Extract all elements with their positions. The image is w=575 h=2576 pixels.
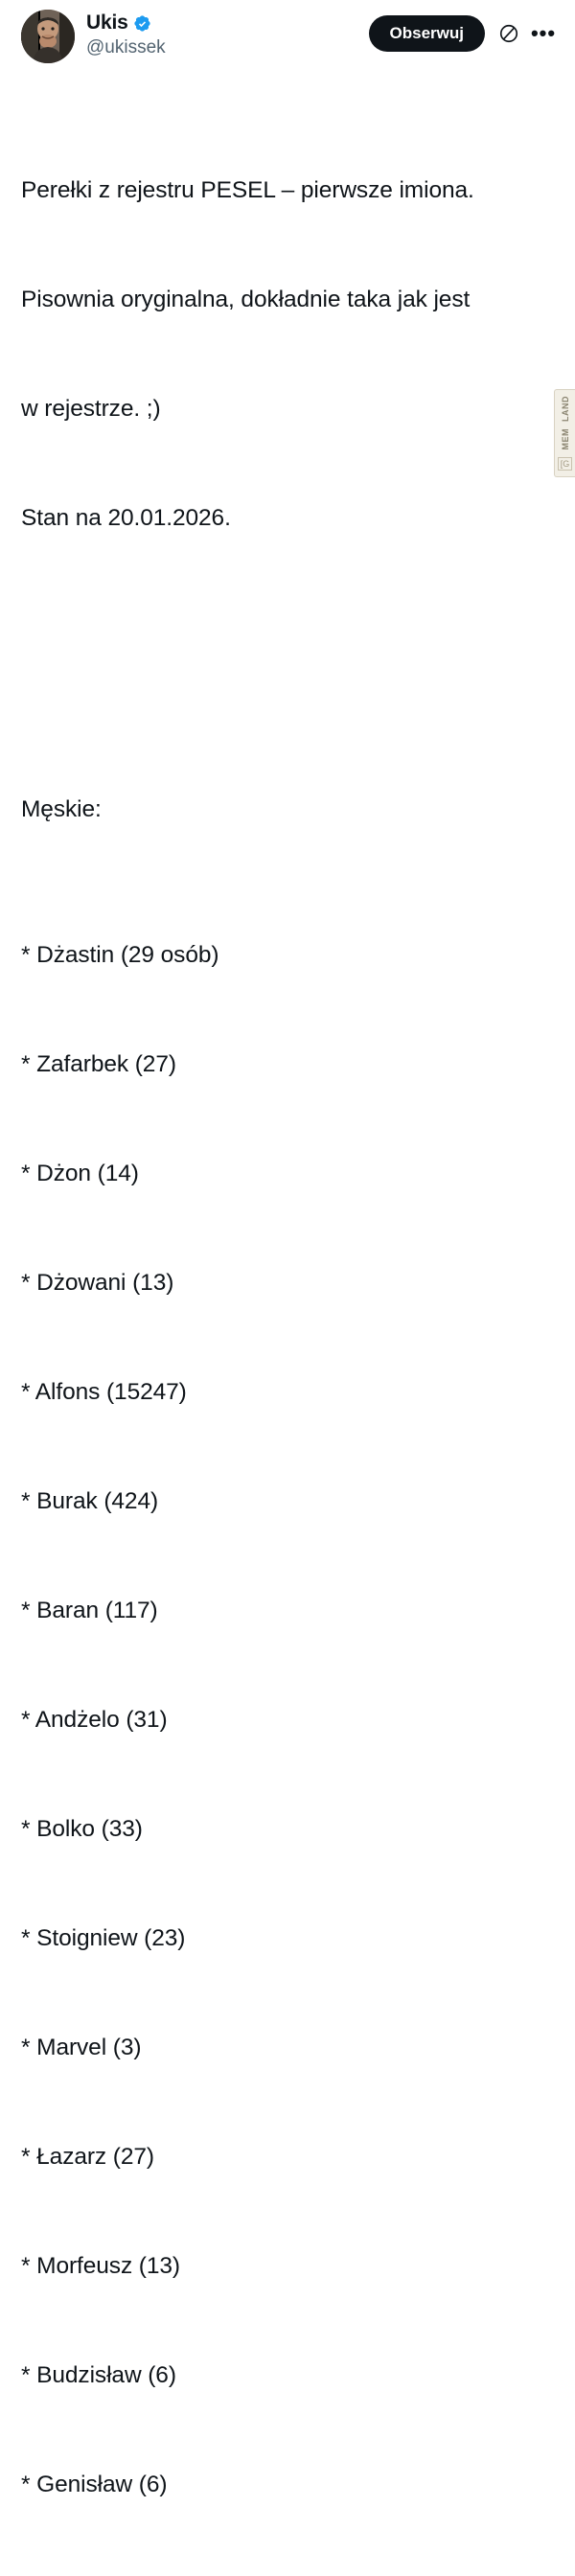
list-item: * Burak (424) [21,1488,159,1514]
avatar-image [21,10,75,63]
follow-button[interactable]: Obserwuj [369,15,485,52]
more-options-icon[interactable]: ••• [530,21,557,45]
list-item: * Marvel (3) [21,2035,142,2060]
slashed-circle-icon[interactable] [498,23,519,44]
section-title: Męskie: [21,796,102,822]
list-item: * Dżastin (29 osób) [21,942,219,968]
account-handle[interactable]: @ukissek [86,37,166,58]
tweet-body [21,100,554,2576]
account-names [86,10,166,59]
list-item: * Łazarz (27) [21,2144,154,2170]
watermark-tab [554,389,575,477]
list-item: * Dżowani (13) [21,1270,174,1296]
tweet-line: Perełki z rejestru PESEL – pierwsze imiona. [21,177,474,203]
blank-line [21,646,554,682]
list-item: * Genisław (6) [21,2472,168,2497]
watermark-mem: MEM [560,428,570,450]
tweet-line: Stan na 20.01.2026. [21,505,231,531]
list-item: * Zafarbek (27) [21,1051,176,1077]
tweet-line: Pisownia oryginalna, dokładnie taka jak jest [21,287,471,312]
list-item: * Andżelo (31) [21,1707,168,1733]
list-item: * Dżon (14) [21,1161,139,1186]
tweet-line: w rejestrze. ;) [21,396,161,422]
header-actions [369,10,557,52]
avatar[interactable] [21,10,75,63]
list-item: * Baran (117) [21,1598,158,1623]
list-item: * Budzisław (6) [21,2362,176,2388]
watermark-land: LAND [560,396,570,422]
display-name-row [86,12,166,34]
list-item: * Morfeusz (13) [21,2253,180,2279]
list-item: * Alfons (15247) [21,1379,187,1405]
list-item: * Stoigniew (23) [21,1925,186,1951]
tweet-header [21,10,557,73]
display-name[interactable]: Ukis [86,12,128,34]
list-item: * Bolko (33) [21,1816,143,1842]
verified-badge-icon [133,14,151,33]
watermark-glyph: [G [558,457,573,471]
